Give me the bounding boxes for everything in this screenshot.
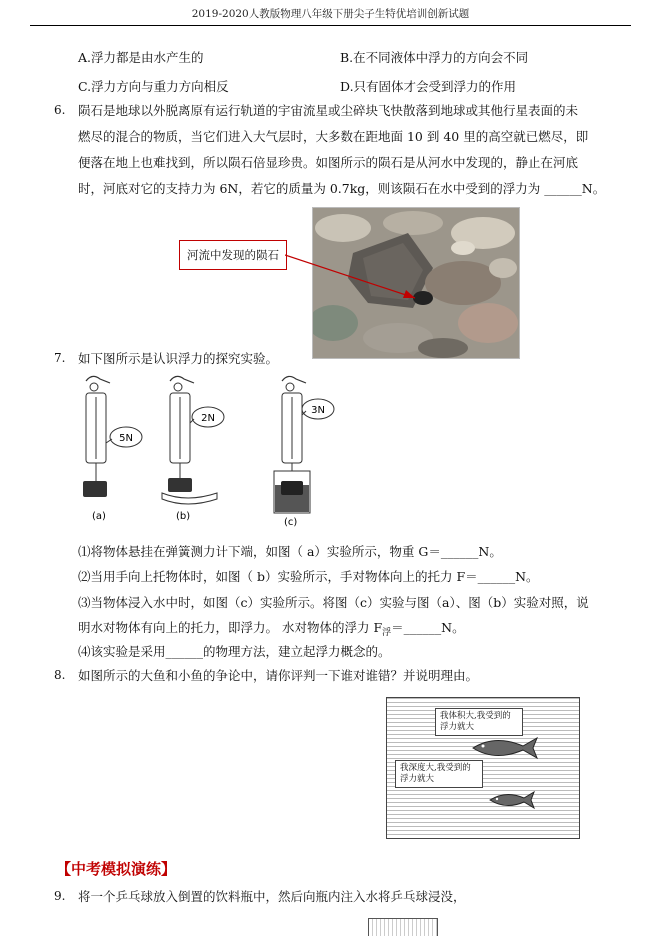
question-7-item-1: ⑴将物体悬挂在弹簧测力计下端，如图（ a）实验所示，物重 G＝______N。 <box>78 544 502 559</box>
spring-scale-b <box>162 376 224 522</box>
question-8-number: 8. <box>54 668 66 682</box>
question-7-item-2: ⑵当用手向上托物体时，如图（ b）实验所示，手对物体向上的托力 F＝______N。 <box>78 569 539 584</box>
spring-scale-c <box>274 376 334 528</box>
question-7-item-3: ⑶当物体浸入水中时，如图（c）实验所示。将图（c）实验与图（a）、图（b）实验对照，说 <box>78 595 589 610</box>
scale-b-reading: 2N <box>201 413 215 424</box>
question-9-text: 将一个乒乓球放入倒置的饮料瓶中，然后向瓶内注入水将乒乓球浸没， <box>78 889 466 904</box>
scale-c-reading: 3N <box>311 405 325 416</box>
question-7-item-3-cont: 明水对物体有向上的托力，即浮力。 水对物体的浮力 $F_浮=\_\_\_\_\_\_N$。 <box>78 620 465 638</box>
small-fish-bubble: 我深度大,我受到的浮力就大 <box>395 760 483 788</box>
option-d: D.只有固体才会受到浮力的作用 <box>340 79 517 94</box>
question-6-line-2: 燃尽的混合的物质，当它们进入大气层时，大多数在距地面 10 到 40 里的高空就已燃尽，即 <box>78 129 589 144</box>
bottle-figure <box>368 918 438 936</box>
scale-a-reading: 5N <box>119 433 133 444</box>
question-6-line-1: 陨石是地球以外脱离原有运行轨道的宇宙流星或尘碎块飞快散落到地球或其他行星表面的未 <box>78 103 579 118</box>
callout-arrow <box>285 250 425 310</box>
spring-scale-a <box>83 376 142 522</box>
question-8-text: 如图所示的大鱼和小鱼的争论中，请你评判一下谁对谁错？并说明理由。 <box>78 668 479 683</box>
page-header: 2019-2020人教版物理八年级下册尖子生特优培训创新试题 <box>191 8 470 20</box>
question-6-line-4: 时，河底对它的支持力为 6N，若它的质量为 0.7kg，则该陨石在水中受到的浮力为 ______N。 <box>78 181 606 196</box>
question-7-intro: 如下图所示是认识浮力的探究实验。 <box>78 351 279 366</box>
question-6-line-3: 便落在地上也难找到，所以陨石倍显珍贵。如图所示的陨石是从河水中发现的，静止在河底 <box>78 155 579 170</box>
small-fish-icon <box>487 790 537 810</box>
fish-debate-figure <box>386 697 580 839</box>
option-c: C.浮力方向与重力方向相反 <box>78 79 229 94</box>
big-fish-icon <box>469 734 539 762</box>
scale-a-caption: (a) <box>92 511 106 522</box>
option-b: B.在不同液体中浮力的方向会不同 <box>340 50 529 65</box>
scale-c-caption: (c) <box>284 517 298 528</box>
section-title: 【中考模拟演练】 <box>56 860 177 878</box>
question-7-item-4: ⑷该实验是采用______的物理方法，建立起浮力概念的。 <box>78 644 391 659</box>
spring-scale-figure <box>78 373 348 528</box>
header-divider <box>30 25 631 26</box>
question-7-number: 7. <box>54 351 66 365</box>
big-fish-bubble: 我体积大,我受到的浮力就大 <box>435 708 523 736</box>
buoyancy-subscript: 浮 <box>382 628 392 638</box>
meteorite-callout: 河流中发现的陨石 <box>179 240 287 270</box>
question-6-number: 6. <box>54 103 66 117</box>
question-9-number: 9. <box>54 889 66 903</box>
option-a: A.浮力都是由水产生的 <box>78 50 204 65</box>
scale-b-caption: (b) <box>176 511 191 522</box>
